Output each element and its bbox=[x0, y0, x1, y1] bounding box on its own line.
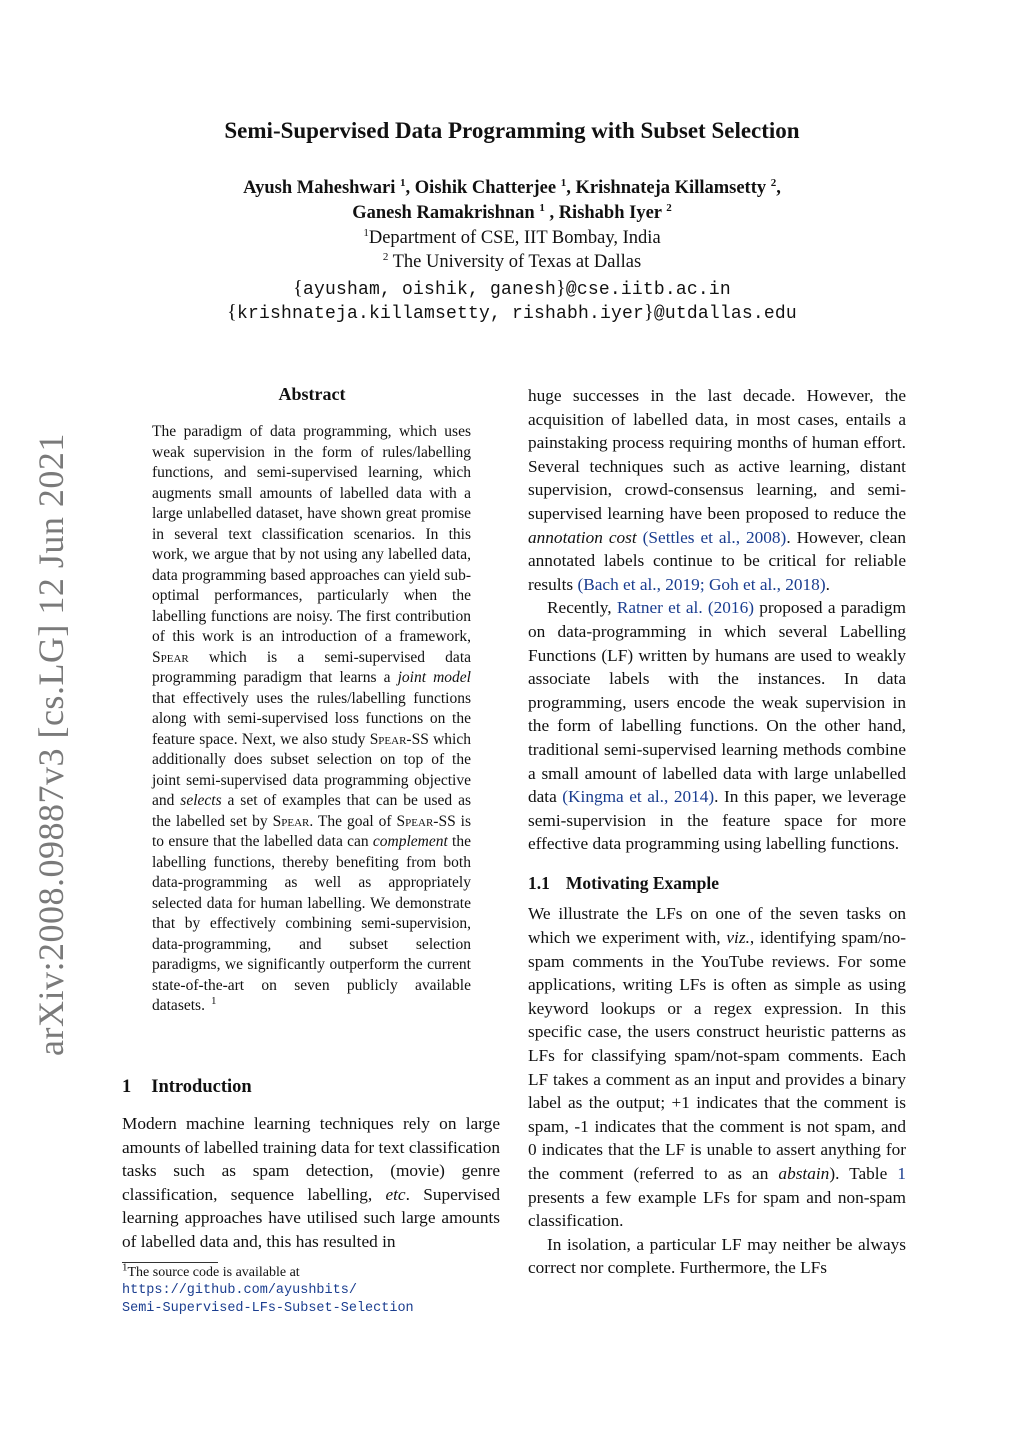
right-column bbox=[528, 384, 906, 1280]
email-domain: @utdallas.edu bbox=[653, 304, 797, 324]
footnote-text: The source code is available at bbox=[127, 1265, 300, 1280]
affiliation-text: Department of CSE, IIT Bombay, India bbox=[368, 228, 661, 248]
intro-paragraph-continued: huge successes in the last decade. However, the acquisition of labelled data, in most cases, entails a painstaking process requiring months of human effort. Several techniques such as active learning, distant supervision, crowd-consensus learning, and semi-supervised learning have been proposed to reduce the annotation cost (Settles et al., 2008). However, clean annotated labels continue to be critical for reliable results (Bach et al., 2019; Goh et al., 2018). bbox=[528, 386, 906, 594]
affiliation-2 bbox=[0, 252, 1024, 273]
author-affiliation-mark: 2 bbox=[770, 176, 777, 189]
citation-link[interactable]: (Kingma et al., 2014) bbox=[562, 787, 715, 807]
author-name: Rishabh Iyer bbox=[558, 203, 662, 223]
emphasis: annotation cost bbox=[528, 527, 637, 547]
footnote bbox=[122, 1261, 500, 1318]
affiliation-text: The University of Texas at Dallas bbox=[392, 252, 642, 272]
table-ref-link[interactable]: 1 bbox=[897, 1164, 906, 1183]
paper-title: Semi-Supervised Data Programming with Subset Selection bbox=[224, 118, 800, 143]
authors-line-2: Ganesh Ramakrishnan $^1$ , Rishabh Iyer $^2$ bbox=[352, 201, 672, 223]
footnote-mark: 1 bbox=[122, 1261, 128, 1274]
emphasis: viz. bbox=[726, 928, 750, 948]
email-line-1: {ayusham, oishik, ganesh}@cse.iitb.ac.in bbox=[293, 277, 731, 300]
intro-paragraph: Recently, Ratner et al. (2016) proposed a paradigm on data-programming in which several Labelling Functions (LF) written by humans are used to weakly associate labels with the instances. In data programming, users encode the weak supervision in the form of labelling functions. On the other hand, traditional semi-supervised learning methods combine a small amount of labelled data with large unlabelled data (Kingma et al., 2014). In this paper, we leverage semi-supervision in the feature space for more effective data programming using labelling functions. bbox=[528, 598, 907, 854]
author-affiliation-mark: 1 bbox=[560, 176, 567, 189]
spear-ss-name: Spear-SS bbox=[396, 812, 456, 830]
emphasis: etc bbox=[385, 1184, 406, 1204]
subsection-title: Motivating Example bbox=[565, 872, 719, 893]
citation-link[interactable]: (Bach et al., 2019; Goh et al., 2018) bbox=[577, 574, 826, 594]
intro-paragraph: Modern machine learning techniques rely on large amounts of labelled training data for text classification tasks such as spam detection, (movie) genre classification, sequence labelling, etc. Supervised learning approaches have utilised such large amounts of labelled data and, this has resulted in bbox=[122, 1114, 501, 1251]
footnote-ref[interactable]: 1 bbox=[210, 994, 217, 1007]
author-affiliation-mark: 1 bbox=[400, 176, 406, 189]
subsection-heading-motivating-example bbox=[528, 872, 906, 896]
author-name: Krishnateja Killamsetty bbox=[575, 178, 767, 198]
emphasis: selects bbox=[180, 792, 222, 809]
spear-name: Spear bbox=[152, 648, 189, 666]
affiliation-mark: 2 bbox=[382, 250, 389, 263]
email-line-2: {krishnateja.killamsetty, rishabh.iyer}@utdallas.edu bbox=[227, 301, 797, 324]
emphasis: complement bbox=[372, 833, 448, 850]
citation-link[interactable]: Ratner et al. (2016) bbox=[616, 598, 754, 618]
author-name: Ganesh Ramakrishnan bbox=[352, 203, 535, 223]
footnote-link-line-2[interactable]: Semi-Supervised-LFs-Subset-Selection bbox=[122, 1301, 414, 1316]
author-affiliation-mark: 2 bbox=[666, 201, 672, 214]
author-name: Ayush Maheshwari bbox=[243, 178, 396, 198]
emphasis: abstain bbox=[778, 1164, 830, 1183]
section-title: Introduction bbox=[151, 1077, 252, 1097]
section-number: 1 bbox=[122, 1077, 132, 1097]
emphasis: joint model bbox=[397, 669, 471, 686]
abstract-body bbox=[152, 422, 471, 1017]
footnote-rule bbox=[122, 1262, 218, 1263]
motivating-paragraph: We illustrate the LFs on one of the seven tasks on which we experiment with, viz., identifying spam/no-spam comments in the YouTube reviews. For some applications, writing LFs is often as simple as using keyword lookups or a regex expression. In this specific case, the users construct heuristic patterns as LFs for classifying spam/not-spam comments. Each LF takes a comment as an input and provides a binary label as the output; +1 indicates that the comment is spam, -1 indicates that the comment is not spam, and 0 indicates that the LF is unable to assert anything for the comment (referred to as an abstain). Table 1 presents a few example LFs for spam and non-spam classification. bbox=[528, 904, 906, 1231]
footnote-link-line-1[interactable]: https://github.com/ayushbits/ bbox=[122, 1283, 357, 1298]
email-users: ayusham, oishik, ganesh bbox=[302, 280, 556, 300]
motivating-paragraph: In isolation, a particular LF may neither be always correct nor complete. Furthermore, the LFs bbox=[528, 1234, 906, 1278]
spear-name: Spear bbox=[272, 812, 310, 830]
affiliation-mark: 1 bbox=[363, 226, 369, 239]
citation-link[interactable]: (Settles et al., 2008) bbox=[642, 527, 787, 547]
affiliation-1 bbox=[0, 228, 1024, 249]
footnote-first-line bbox=[122, 1261, 500, 1282]
subsection-number: 1.1 bbox=[528, 872, 550, 893]
section-heading-introduction bbox=[122, 1077, 252, 1098]
author-affiliation-mark: 1 bbox=[539, 201, 545, 214]
arxiv-stamp: arXiv:2008.09887v3 [cs.LG] 12 Jun 2021 bbox=[31, 433, 71, 1056]
email-domain: @cse.iitb.ac.in bbox=[565, 280, 731, 300]
authors-line-1: Ayush Maheshwari $^1$, Oishik Chatterjee $^1$, Krishnateja Killamsetty $^2$, bbox=[243, 176, 781, 198]
abstract-heading: Abstract bbox=[278, 384, 346, 404]
spear-ss-name: Spear-SS bbox=[369, 730, 429, 748]
author-name: Oishik Chatterjee bbox=[414, 178, 557, 198]
email-users: krishnateja.killamsetty, rishabh.iyer bbox=[236, 304, 645, 324]
abstract-paragraph: The paradigm of data programming, which uses weak supervision in the form of rules/labelling functions, and semi-supervised learning, which augments small amounts of labelled data with a large unlabelled dataset, have shown great promise in several text classification scenarios. In this work, we argue that by not using any labelled data, data programming based approaches can yield sub-optimal performances, particularly when the labelling functions are noisy. The first contribution of this work is an introduction of a framework, Spear which is a semi-supervised data programming paradigm that learns a joint model that effectively uses the rules/labelling functions along with semi-supervised loss functions on the feature space. Next, we also study Spear-SS which additionally does subset selection on top of the joint semi-supervised data programming objective and selects a set of examples that can be used as the labelled set by Spear. The goal of Spear-SS is to ensure that the labelled data can complement the labelling functions, thereby benefiting from both data-programming as well as appropriately selected data for human labelling. We demonstrate that by effectively combining semi-supervision, data-programming, and subset selection paradigms, we significantly outperform the current state-of-the-art on seven publicly available datasets. $^1$ bbox=[152, 423, 472, 1014]
